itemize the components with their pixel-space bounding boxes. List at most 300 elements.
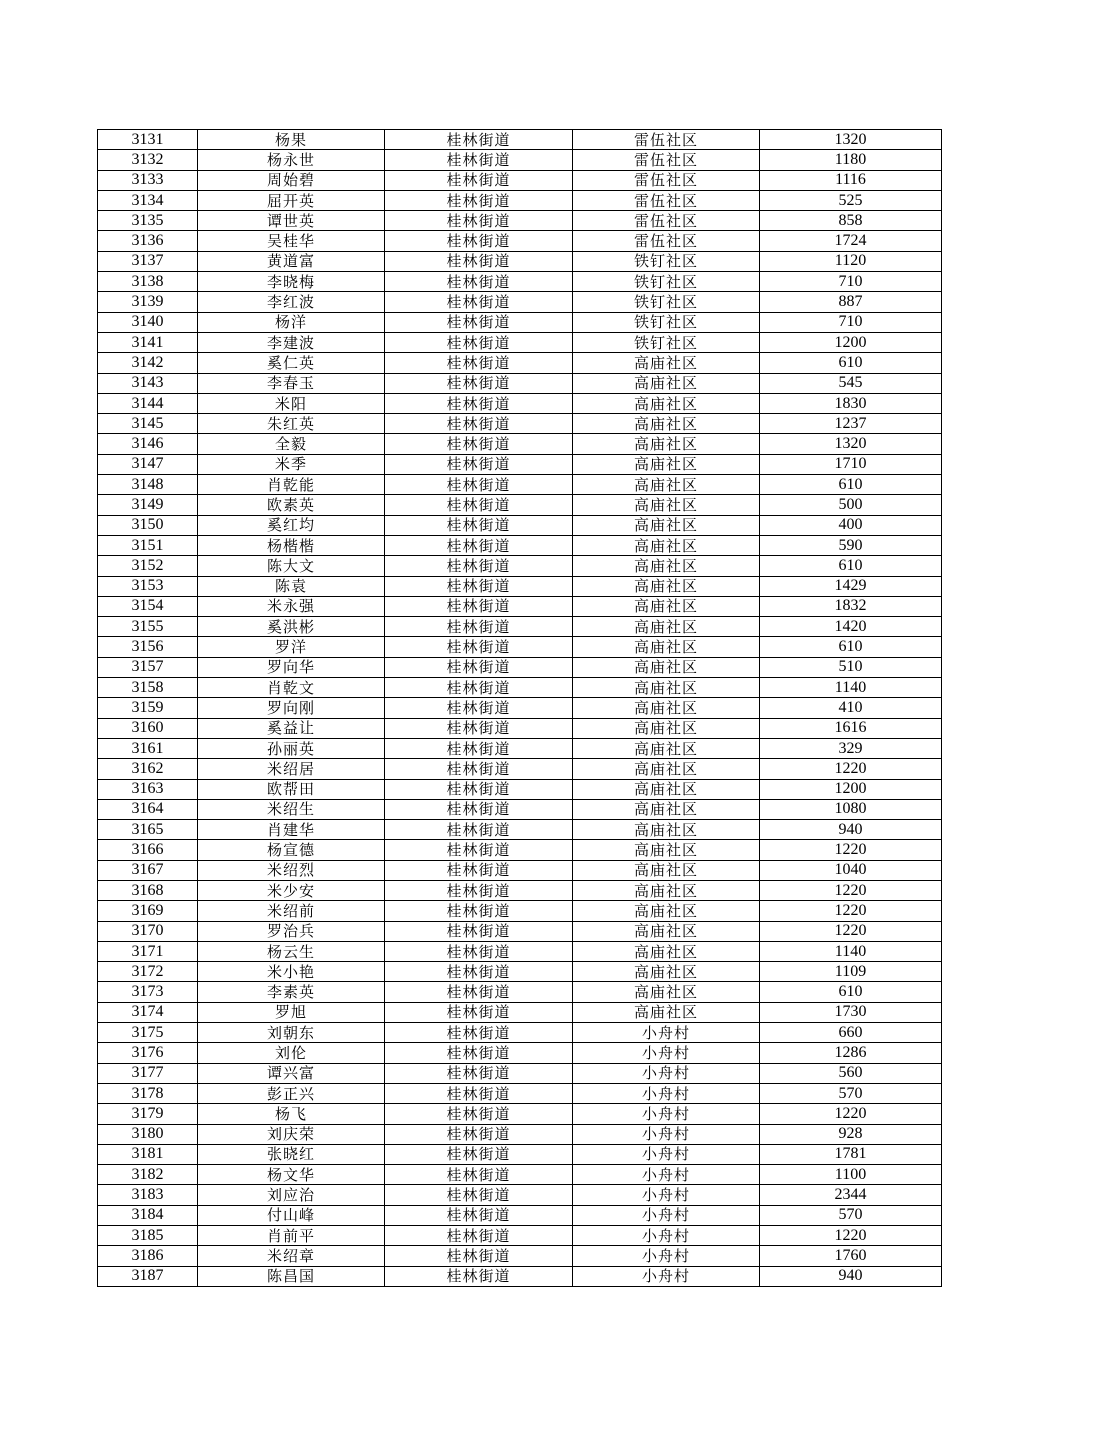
record-number-cell: 3184 (98, 1205, 198, 1225)
street-cell: 桂林街道 (385, 495, 573, 515)
community-cell: 小舟村 (573, 1023, 760, 1043)
community-cell: 小舟村 (573, 1043, 760, 1063)
community-cell: 铁钉社区 (573, 272, 760, 292)
table-row (98, 738, 942, 758)
amount-cell: 1120 (760, 251, 942, 271)
amount-cell: 928 (760, 1124, 942, 1144)
record-number-cell: 3148 (98, 475, 198, 495)
table-row (98, 251, 942, 271)
record-number-cell: 3173 (98, 982, 198, 1002)
record-number-cell: 3185 (98, 1226, 198, 1246)
table-row (98, 150, 942, 170)
street-cell: 桂林街道 (385, 312, 573, 332)
street-cell: 桂林街道 (385, 1226, 573, 1246)
community-cell: 高庙社区 (573, 475, 760, 495)
table-row (98, 332, 942, 352)
name-cell: 杨洋 (198, 312, 385, 332)
record-number-cell: 3150 (98, 515, 198, 535)
table-row (98, 1043, 942, 1063)
name-cell: 杨文华 (198, 1165, 385, 1185)
name-cell: 米绍烈 (198, 860, 385, 880)
street-cell: 桂林街道 (385, 414, 573, 434)
record-number-cell: 3166 (98, 840, 198, 860)
community-cell: 雷伍社区 (573, 231, 760, 251)
record-number-cell: 3133 (98, 170, 198, 190)
record-number-cell: 3136 (98, 231, 198, 251)
street-cell: 桂林街道 (385, 1083, 573, 1103)
records-table (97, 129, 942, 1287)
street-cell: 桂林街道 (385, 1185, 573, 1205)
name-cell: 李素英 (198, 982, 385, 1002)
table-row (98, 393, 942, 413)
name-cell: 付山峰 (198, 1205, 385, 1225)
community-cell: 高庙社区 (573, 657, 760, 677)
community-cell: 高庙社区 (573, 840, 760, 860)
name-cell: 刘朝东 (198, 1023, 385, 1043)
record-number-cell: 3160 (98, 718, 198, 738)
table-row (98, 779, 942, 799)
name-cell: 谭兴富 (198, 1063, 385, 1083)
community-cell: 小舟村 (573, 1266, 760, 1286)
name-cell: 肖乾能 (198, 475, 385, 495)
street-cell: 桂林街道 (385, 393, 573, 413)
street-cell: 桂林街道 (385, 698, 573, 718)
name-cell: 罗治兵 (198, 921, 385, 941)
amount-cell: 1320 (760, 434, 942, 454)
amount-cell: 570 (760, 1083, 942, 1103)
table-row (98, 495, 942, 515)
table-row (98, 1246, 942, 1266)
name-cell: 刘庆荣 (198, 1124, 385, 1144)
table-row (98, 373, 942, 393)
table-row (98, 272, 942, 292)
street-cell: 桂林街道 (385, 982, 573, 1002)
record-number-cell: 3163 (98, 779, 198, 799)
record-number-cell: 3145 (98, 414, 198, 434)
record-number-cell: 3151 (98, 535, 198, 555)
amount-cell: 560 (760, 1063, 942, 1083)
amount-cell: 1116 (760, 170, 942, 190)
table-row (98, 1266, 942, 1286)
amount-cell: 858 (760, 211, 942, 231)
amount-cell: 1080 (760, 799, 942, 819)
community-cell: 高庙社区 (573, 779, 760, 799)
amount-cell: 1237 (760, 414, 942, 434)
records-table-body (98, 130, 942, 1287)
name-cell: 李红波 (198, 292, 385, 312)
name-cell: 罗旭 (198, 1002, 385, 1022)
name-cell: 张晓红 (198, 1144, 385, 1164)
table-row (98, 901, 942, 921)
name-cell: 米阳 (198, 393, 385, 413)
amount-cell: 1200 (760, 779, 942, 799)
name-cell: 陈昌国 (198, 1266, 385, 1286)
name-cell: 刘应治 (198, 1185, 385, 1205)
record-number-cell: 3175 (98, 1023, 198, 1043)
amount-cell: 1616 (760, 718, 942, 738)
record-number-cell: 3162 (98, 759, 198, 779)
record-number-cell: 3164 (98, 799, 198, 819)
amount-cell: 510 (760, 657, 942, 677)
amount-cell: 610 (760, 353, 942, 373)
name-cell: 全毅 (198, 434, 385, 454)
street-cell: 桂林街道 (385, 231, 573, 251)
amount-cell: 710 (760, 272, 942, 292)
community-cell: 高庙社区 (573, 962, 760, 982)
community-cell: 雷伍社区 (573, 130, 760, 150)
amount-cell: 1420 (760, 617, 942, 637)
name-cell: 杨果 (198, 130, 385, 150)
community-cell: 高庙社区 (573, 596, 760, 616)
name-cell: 罗向华 (198, 657, 385, 677)
table-row (98, 860, 942, 880)
name-cell: 朱红英 (198, 414, 385, 434)
amount-cell: 1832 (760, 596, 942, 616)
community-cell: 高庙社区 (573, 414, 760, 434)
community-cell: 铁钉社区 (573, 312, 760, 332)
amount-cell: 1040 (760, 860, 942, 880)
amount-cell: 1220 (760, 759, 942, 779)
community-cell: 高庙社区 (573, 617, 760, 637)
table-row (98, 312, 942, 332)
record-number-cell: 3169 (98, 901, 198, 921)
amount-cell: 1220 (760, 880, 942, 900)
amount-cell: 410 (760, 698, 942, 718)
community-cell: 高庙社区 (573, 982, 760, 1002)
record-number-cell: 3138 (98, 272, 198, 292)
table-row (98, 637, 942, 657)
amount-cell: 400 (760, 515, 942, 535)
name-cell: 陈袁 (198, 576, 385, 596)
street-cell: 桂林街道 (385, 170, 573, 190)
record-number-cell: 3153 (98, 576, 198, 596)
record-number-cell: 3172 (98, 962, 198, 982)
record-number-cell: 3143 (98, 373, 198, 393)
name-cell: 米绍前 (198, 901, 385, 921)
community-cell: 高庙社区 (573, 393, 760, 413)
table-row (98, 941, 942, 961)
amount-cell: 329 (760, 738, 942, 758)
street-cell: 桂林街道 (385, 1104, 573, 1124)
name-cell: 米绍居 (198, 759, 385, 779)
community-cell: 高庙社区 (573, 880, 760, 900)
table-row (98, 799, 942, 819)
community-cell: 小舟村 (573, 1083, 760, 1103)
community-cell: 小舟村 (573, 1185, 760, 1205)
table-row (98, 414, 942, 434)
street-cell: 桂林街道 (385, 596, 573, 616)
amount-cell: 1220 (760, 1104, 942, 1124)
record-number-cell: 3171 (98, 941, 198, 961)
street-cell: 桂林街道 (385, 1144, 573, 1164)
table-row (98, 1165, 942, 1185)
table-row (98, 759, 942, 779)
community-cell: 小舟村 (573, 1124, 760, 1144)
name-cell: 吴桂华 (198, 231, 385, 251)
street-cell: 桂林街道 (385, 799, 573, 819)
name-cell: 欧帮田 (198, 779, 385, 799)
street-cell: 桂林街道 (385, 130, 573, 150)
record-number-cell: 3154 (98, 596, 198, 616)
record-number-cell: 3131 (98, 130, 198, 150)
name-cell: 彭正兴 (198, 1083, 385, 1103)
amount-cell: 1109 (760, 962, 942, 982)
amount-cell: 1200 (760, 332, 942, 352)
table-row (98, 921, 942, 941)
community-cell: 高庙社区 (573, 738, 760, 758)
community-cell: 小舟村 (573, 1104, 760, 1124)
name-cell: 杨宣德 (198, 840, 385, 860)
record-number-cell: 3167 (98, 860, 198, 880)
table-row (98, 231, 942, 251)
table-row (98, 982, 942, 1002)
name-cell: 肖前平 (198, 1226, 385, 1246)
record-number-cell: 3187 (98, 1266, 198, 1286)
street-cell: 桂林街道 (385, 1124, 573, 1144)
community-cell: 雷伍社区 (573, 150, 760, 170)
table-row (98, 962, 942, 982)
table-row (98, 1002, 942, 1022)
amount-cell: 610 (760, 982, 942, 1002)
amount-cell: 1724 (760, 231, 942, 251)
table-row (98, 1063, 942, 1083)
name-cell: 米永强 (198, 596, 385, 616)
record-number-cell: 3146 (98, 434, 198, 454)
street-cell: 桂林街道 (385, 637, 573, 657)
table-row (98, 1104, 942, 1124)
street-cell: 桂林街道 (385, 535, 573, 555)
record-number-cell: 3174 (98, 1002, 198, 1022)
record-number-cell: 3178 (98, 1083, 198, 1103)
record-number-cell: 3134 (98, 190, 198, 210)
community-cell: 高庙社区 (573, 1002, 760, 1022)
street-cell: 桂林街道 (385, 1043, 573, 1063)
amount-cell: 500 (760, 495, 942, 515)
amount-cell: 1220 (760, 901, 942, 921)
record-number-cell: 3186 (98, 1246, 198, 1266)
amount-cell: 940 (760, 820, 942, 840)
table-row (98, 698, 942, 718)
record-number-cell: 3137 (98, 251, 198, 271)
record-number-cell: 3179 (98, 1104, 198, 1124)
amount-cell: 1320 (760, 130, 942, 150)
name-cell: 罗洋 (198, 637, 385, 657)
amount-cell: 660 (760, 1023, 942, 1043)
name-cell: 杨楷楷 (198, 535, 385, 555)
community-cell: 高庙社区 (573, 576, 760, 596)
name-cell: 米少安 (198, 880, 385, 900)
table-row (98, 1083, 942, 1103)
record-number-cell: 3182 (98, 1165, 198, 1185)
amount-cell: 1781 (760, 1144, 942, 1164)
amount-cell: 1710 (760, 454, 942, 474)
street-cell: 桂林街道 (385, 454, 573, 474)
amount-cell: 610 (760, 637, 942, 657)
name-cell: 杨飞 (198, 1104, 385, 1124)
community-cell: 高庙社区 (573, 495, 760, 515)
street-cell: 桂林街道 (385, 1002, 573, 1022)
name-cell: 米小艳 (198, 962, 385, 982)
record-number-cell: 3144 (98, 393, 198, 413)
record-number-cell: 3176 (98, 1043, 198, 1063)
street-cell: 桂林街道 (385, 718, 573, 738)
street-cell: 桂林街道 (385, 373, 573, 393)
name-cell: 李建波 (198, 332, 385, 352)
street-cell: 桂林街道 (385, 678, 573, 698)
table-row (98, 657, 942, 677)
name-cell: 屈开英 (198, 190, 385, 210)
name-cell: 李晓梅 (198, 272, 385, 292)
community-cell: 高庙社区 (573, 901, 760, 921)
street-cell: 桂林街道 (385, 1023, 573, 1043)
street-cell: 桂林街道 (385, 475, 573, 495)
record-number-cell: 3168 (98, 880, 198, 900)
record-number-cell: 3177 (98, 1063, 198, 1083)
community-cell: 高庙社区 (573, 820, 760, 840)
name-cell: 孙丽英 (198, 738, 385, 758)
street-cell: 桂林街道 (385, 515, 573, 535)
record-number-cell: 3156 (98, 637, 198, 657)
amount-cell: 1286 (760, 1043, 942, 1063)
record-number-cell: 3142 (98, 353, 198, 373)
community-cell: 高庙社区 (573, 535, 760, 555)
street-cell: 桂林街道 (385, 921, 573, 941)
community-cell: 高庙社区 (573, 434, 760, 454)
table-row (98, 515, 942, 535)
record-number-cell: 3158 (98, 678, 198, 698)
name-cell: 陈大文 (198, 556, 385, 576)
record-number-cell: 3165 (98, 820, 198, 840)
name-cell: 奚益让 (198, 718, 385, 738)
community-cell: 雷伍社区 (573, 190, 760, 210)
name-cell: 刘伦 (198, 1043, 385, 1063)
name-cell: 米绍章 (198, 1246, 385, 1266)
community-cell: 小舟村 (573, 1144, 760, 1164)
community-cell: 高庙社区 (573, 860, 760, 880)
record-number-cell: 3140 (98, 312, 198, 332)
record-number-cell: 3152 (98, 556, 198, 576)
name-cell: 奚洪彬 (198, 617, 385, 637)
record-number-cell: 3180 (98, 1124, 198, 1144)
community-cell: 高庙社区 (573, 718, 760, 738)
community-cell: 小舟村 (573, 1205, 760, 1225)
street-cell: 桂林街道 (385, 353, 573, 373)
name-cell: 米绍生 (198, 799, 385, 819)
table-row (98, 170, 942, 190)
community-cell: 雷伍社区 (573, 170, 760, 190)
record-number-cell: 3161 (98, 738, 198, 758)
street-cell: 桂林街道 (385, 1205, 573, 1225)
record-number-cell: 3135 (98, 211, 198, 231)
community-cell: 高庙社区 (573, 799, 760, 819)
record-number-cell: 3139 (98, 292, 198, 312)
amount-cell: 1220 (760, 1226, 942, 1246)
amount-cell: 610 (760, 475, 942, 495)
street-cell: 桂林街道 (385, 779, 573, 799)
community-cell: 铁钉社区 (573, 251, 760, 271)
street-cell: 桂林街道 (385, 211, 573, 231)
name-cell: 米季 (198, 454, 385, 474)
street-cell: 桂林街道 (385, 738, 573, 758)
record-number-cell: 3159 (98, 698, 198, 718)
street-cell: 桂林街道 (385, 1165, 573, 1185)
community-cell: 高庙社区 (573, 637, 760, 657)
community-cell: 高庙社区 (573, 454, 760, 474)
amount-cell: 887 (760, 292, 942, 312)
street-cell: 桂林街道 (385, 556, 573, 576)
name-cell: 李春玉 (198, 373, 385, 393)
name-cell: 罗向刚 (198, 698, 385, 718)
table-row (98, 434, 942, 454)
street-cell: 桂林街道 (385, 962, 573, 982)
name-cell: 杨云生 (198, 941, 385, 961)
amount-cell: 1140 (760, 941, 942, 961)
table-row (98, 1185, 942, 1205)
amount-cell: 1140 (760, 678, 942, 698)
amount-cell: 525 (760, 190, 942, 210)
amount-cell: 1830 (760, 393, 942, 413)
amount-cell: 710 (760, 312, 942, 332)
record-number-cell: 3147 (98, 454, 198, 474)
community-cell: 小舟村 (573, 1165, 760, 1185)
record-number-cell: 3155 (98, 617, 198, 637)
street-cell: 桂林街道 (385, 1246, 573, 1266)
table-row (98, 840, 942, 860)
table-row (98, 1205, 942, 1225)
amount-cell: 1220 (760, 840, 942, 860)
amount-cell: 570 (760, 1205, 942, 1225)
record-number-cell: 3170 (98, 921, 198, 941)
name-cell: 周始碧 (198, 170, 385, 190)
record-number-cell: 3149 (98, 495, 198, 515)
community-cell: 高庙社区 (573, 759, 760, 779)
table-row (98, 576, 942, 596)
street-cell: 桂林街道 (385, 332, 573, 352)
table-row (98, 353, 942, 373)
name-cell: 肖建华 (198, 820, 385, 840)
street-cell: 桂林街道 (385, 657, 573, 677)
street-cell: 桂林街道 (385, 576, 573, 596)
name-cell: 谭世英 (198, 211, 385, 231)
table-row (98, 292, 942, 312)
name-cell: 奚红均 (198, 515, 385, 535)
table-row (98, 1226, 942, 1246)
table-row (98, 454, 942, 474)
street-cell: 桂林街道 (385, 901, 573, 921)
street-cell: 桂林街道 (385, 150, 573, 170)
table-row (98, 211, 942, 231)
street-cell: 桂林街道 (385, 880, 573, 900)
amount-cell: 545 (760, 373, 942, 393)
street-cell: 桂林街道 (385, 434, 573, 454)
street-cell: 桂林街道 (385, 1266, 573, 1286)
amount-cell: 1100 (760, 1165, 942, 1185)
street-cell: 桂林街道 (385, 759, 573, 779)
community-cell: 高庙社区 (573, 353, 760, 373)
community-cell: 高庙社区 (573, 515, 760, 535)
community-cell: 高庙社区 (573, 921, 760, 941)
community-cell: 铁钉社区 (573, 332, 760, 352)
street-cell: 桂林街道 (385, 190, 573, 210)
community-cell: 高庙社区 (573, 678, 760, 698)
table-row (98, 1124, 942, 1144)
community-cell: 高庙社区 (573, 556, 760, 576)
amount-cell: 2344 (760, 1185, 942, 1205)
table-row (98, 535, 942, 555)
table-row (98, 1023, 942, 1043)
record-number-cell: 3183 (98, 1185, 198, 1205)
table-row (98, 1144, 942, 1164)
